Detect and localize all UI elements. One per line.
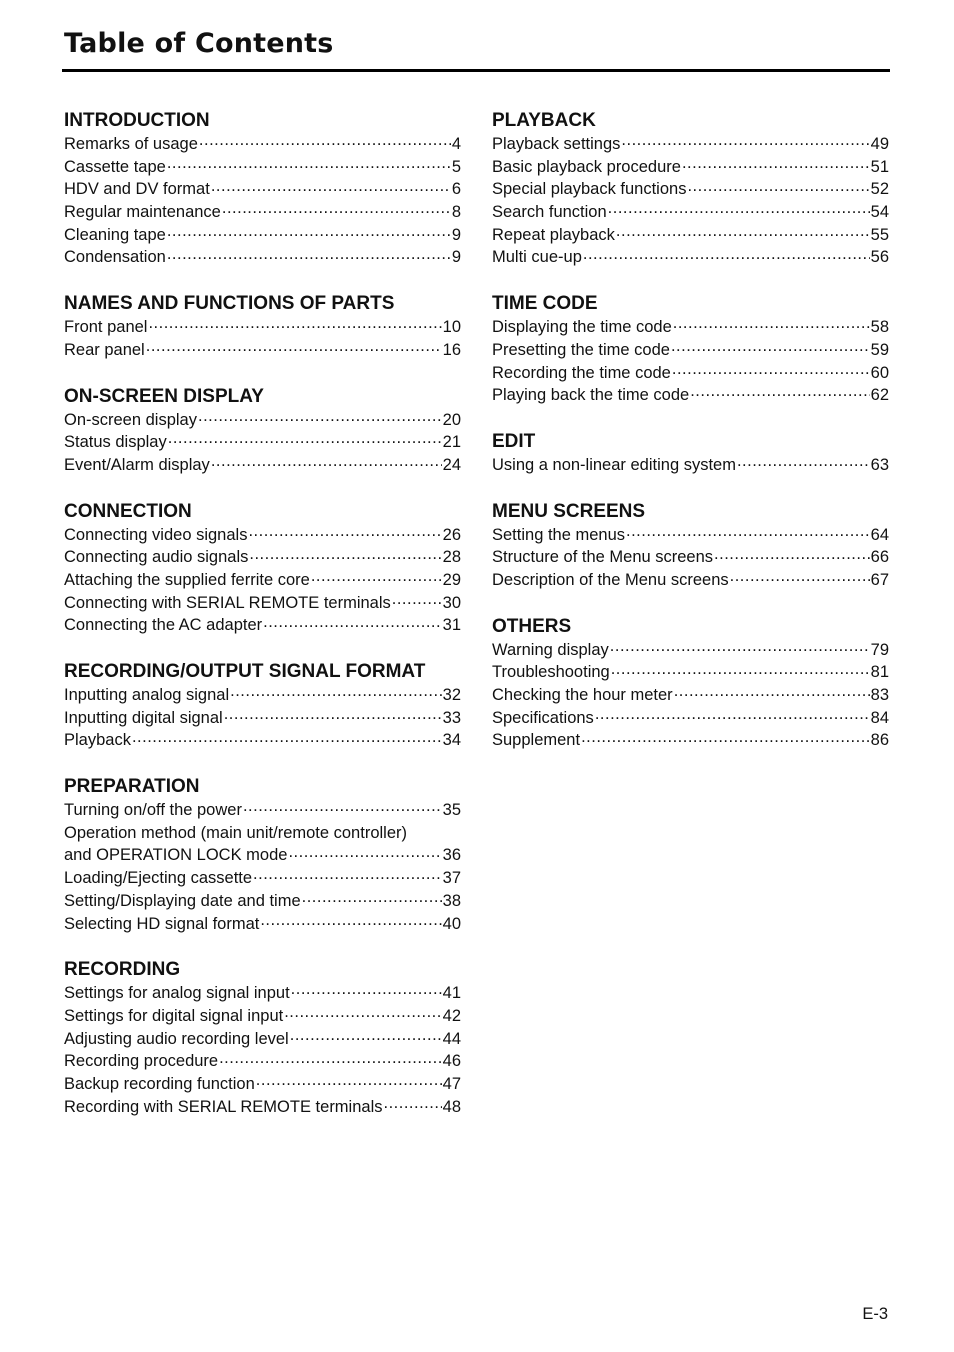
dot-leader	[248, 526, 441, 540]
toc-entry[interactable]	[492, 524, 889, 547]
entry-page-number: 52	[870, 180, 889, 199]
entry-page-number: 8	[451, 203, 461, 222]
entry-label: and OPERATION LOCK mode	[64, 846, 288, 865]
toc-entry[interactable]	[64, 1005, 461, 1028]
entry-page-number: 44	[442, 1029, 461, 1048]
section-heading: OTHERS	[492, 615, 572, 637]
entry-page-number: 24	[442, 455, 461, 474]
toc-section	[492, 614, 889, 752]
toc-entry[interactable]	[492, 133, 889, 156]
dot-leader	[222, 203, 451, 217]
entry-label: Setting the menus	[492, 525, 625, 544]
entry-page-number: 62	[870, 386, 889, 405]
entry-label: Playback	[64, 731, 131, 750]
entry-label: Checking the hour meter	[492, 686, 673, 704]
toc-entry[interactable]	[64, 569, 461, 592]
entry-label: Connecting video signals	[64, 525, 248, 544]
entry-page-number: 16	[442, 340, 461, 359]
dot-leader	[682, 158, 870, 172]
entry-label: Recording procedure	[64, 1052, 219, 1071]
toc-entry[interactable]	[64, 409, 461, 432]
toc-entry[interactable]	[64, 224, 461, 247]
dot-leader	[673, 318, 870, 332]
toc-section	[64, 108, 461, 269]
toc-entry[interactable]	[64, 431, 461, 454]
dot-leader	[714, 548, 870, 562]
dot-leader	[672, 364, 870, 378]
entry-page-number: 47	[442, 1074, 461, 1093]
dot-leader	[583, 248, 870, 262]
entry-label: Special playback functions	[492, 180, 687, 199]
toc-entry[interactable]	[64, 982, 461, 1005]
entry-page-number: 55	[870, 225, 889, 244]
toc-entry[interactable]	[492, 178, 889, 201]
toc-entry[interactable]	[64, 546, 461, 569]
entry-label: Connecting with SERIAL REMOTE terminals	[64, 593, 391, 612]
entry-label: Cleaning tape	[64, 225, 166, 244]
dot-leader	[253, 869, 442, 883]
entry-label: Troubleshooting	[492, 663, 610, 682]
toc-entry[interactable]	[64, 246, 461, 269]
toc-section	[64, 957, 461, 1118]
dot-leader	[199, 135, 451, 149]
entry-label: Event/Alarm display	[64, 455, 210, 474]
toc-section	[492, 499, 889, 592]
toc-entry[interactable]	[64, 592, 461, 615]
section-heading: RECORDING	[64, 959, 181, 981]
toc-entry[interactable]	[64, 178, 461, 201]
dot-leader	[687, 180, 869, 194]
entry-page-number: 29	[442, 570, 461, 589]
entry-label: HDV and DV format	[64, 180, 210, 199]
entry-label: Backup recording function	[64, 1074, 255, 1093]
dot-leader	[168, 433, 442, 447]
entry-page-number: 26	[442, 525, 461, 544]
section-heading: PREPARATION	[64, 776, 200, 798]
toc-entry[interactable]	[64, 822, 461, 845]
toc-entry[interactable]	[64, 1073, 461, 1096]
toc-entry[interactable]	[64, 454, 461, 477]
entry-page-number: 63	[870, 455, 889, 474]
toc-entry[interactable]	[492, 201, 889, 224]
entry-label: Supplement	[492, 731, 581, 750]
entry-label: Inputting analog signal	[64, 686, 230, 704]
dot-leader	[384, 1098, 442, 1112]
toc-entry[interactable]	[492, 454, 889, 477]
section-heading: NAMES AND FUNCTIONS OF PARTS	[64, 293, 395, 315]
toc-entry[interactable]	[64, 890, 461, 913]
toc-section	[492, 429, 889, 477]
entry-page-number: 9	[451, 225, 461, 244]
dot-leader	[167, 248, 451, 262]
entry-label: Using a non-linear editing system	[492, 455, 736, 474]
dot-leader	[243, 801, 442, 815]
dot-leader	[581, 731, 870, 745]
section-heading: ON-SCREEN DISPLAY	[64, 385, 264, 407]
toc-section	[64, 659, 461, 752]
entry-page-number: 33	[442, 708, 461, 727]
toc-entry[interactable]	[492, 546, 889, 569]
entry-label: Setting/Displaying date and time	[64, 891, 301, 910]
entry-label: Recording with SERIAL REMOTE terminals	[64, 1097, 383, 1116]
entry-page-number: 66	[870, 548, 889, 567]
entry-page-number: 86	[870, 731, 889, 750]
entry-label: Loading/Ejecting cassette	[64, 869, 253, 888]
toc-entry[interactable]	[492, 384, 889, 407]
entry-label: Multi cue-up	[492, 248, 582, 267]
entry-page-number: 49	[870, 135, 889, 153]
entry-page-number: 31	[442, 616, 461, 635]
toc-right-column	[492, 108, 889, 774]
dot-leader	[167, 158, 451, 172]
entry-label: Selecting HD signal format	[64, 914, 260, 933]
dot-leader	[224, 709, 442, 723]
dot-leader	[291, 984, 442, 998]
entry-label: Status display	[64, 433, 167, 452]
dot-leader	[737, 456, 870, 470]
dot-leader	[249, 548, 441, 562]
toc-entry[interactable]	[492, 362, 889, 385]
entry-page-number: 34	[442, 731, 461, 750]
entry-label: Rear panel	[64, 340, 145, 359]
toc-entry[interactable]	[64, 614, 461, 637]
dot-leader	[288, 846, 441, 860]
entry-label: Structure of the Menu screens	[492, 548, 714, 567]
toc-entry[interactable]	[64, 844, 461, 867]
entry-label: Remarks of usage	[64, 135, 198, 153]
toc-entry[interactable]	[492, 339, 889, 362]
entry-page-number: 36	[442, 846, 461, 865]
toc-entry[interactable]	[492, 156, 889, 179]
toc-section	[64, 291, 461, 361]
toc-entry[interactable]	[492, 639, 889, 662]
toc-entry[interactable]	[64, 133, 461, 156]
dot-leader	[690, 386, 869, 400]
toc-entry[interactable]	[64, 799, 461, 822]
dot-leader	[671, 341, 870, 355]
dot-leader	[674, 686, 870, 700]
toc-entry[interactable]	[492, 224, 889, 247]
entry-label: Description of the Menu screens	[492, 570, 729, 589]
entry-page-number: 6	[451, 180, 461, 199]
entry-page-number: 51	[870, 157, 889, 176]
dot-leader	[211, 456, 442, 470]
section-heading: EDIT	[492, 430, 536, 452]
entry-page-number: 9	[451, 248, 461, 267]
entry-page-number: 41	[442, 984, 461, 1003]
toc-section	[64, 499, 461, 637]
entry-page-number: 83	[870, 686, 889, 704]
entry-page-number: 5	[451, 157, 461, 176]
entry-page-number: 81	[870, 663, 889, 682]
entry-page-number: 37	[442, 869, 461, 888]
entry-label: Connecting audio signals	[64, 548, 249, 567]
entry-label: Settings for digital signal input	[64, 1006, 284, 1025]
section-heading: RECORDING/OUTPUT SIGNAL FORMAT	[64, 661, 426, 682]
toc-entry[interactable]	[64, 913, 461, 936]
dot-leader	[146, 341, 442, 355]
toc-entry[interactable]	[64, 316, 461, 339]
entry-label: Regular maintenance	[64, 203, 221, 222]
entry-label: Search function	[492, 203, 607, 222]
entry-page-number: 32	[442, 686, 461, 704]
entry-page-number: 46	[442, 1052, 461, 1071]
toc-section	[64, 384, 461, 477]
entry-label: Cassette tape	[64, 157, 166, 176]
entry-page-number: 30	[442, 593, 461, 612]
toc-section	[492, 291, 889, 407]
entry-page-number: 10	[442, 318, 461, 337]
dot-leader	[256, 1075, 442, 1089]
entry-label: Adjusting audio recording level	[64, 1029, 289, 1048]
dot-leader	[302, 892, 442, 906]
entry-page-number: 54	[870, 203, 889, 222]
entry-page-number: 64	[870, 525, 889, 544]
dot-leader	[230, 686, 442, 700]
entry-label: Warning display	[492, 640, 609, 659]
entry-page-number: 28	[442, 548, 461, 567]
entry-page-number: 21	[442, 433, 461, 452]
toc-entry[interactable]	[492, 707, 889, 730]
dot-leader	[608, 203, 870, 217]
entry-page-number: 56	[870, 248, 889, 267]
dot-leader	[616, 226, 870, 240]
entry-label: On-screen display	[64, 410, 197, 429]
entry-label: Front panel	[64, 318, 148, 337]
entry-page-number: 38	[442, 891, 461, 910]
entry-page-number: 42	[442, 1006, 461, 1025]
toc-entry[interactable]	[64, 1096, 461, 1119]
toc-entry[interactable]	[64, 707, 461, 730]
dot-leader	[626, 526, 870, 540]
entry-page-number: 84	[870, 708, 889, 727]
entry-page-number: 59	[870, 340, 889, 359]
toc-entry[interactable]	[492, 569, 889, 592]
entry-label: Playing back the time code	[492, 386, 690, 405]
entry-page-number: 79	[870, 640, 889, 659]
entry-page-number: 60	[870, 363, 889, 382]
toc-entry[interactable]	[64, 156, 461, 179]
entry-label: Displaying the time code	[492, 318, 672, 337]
toc-entry[interactable]	[64, 1050, 461, 1073]
entry-label: Inputting digital signal	[64, 708, 223, 727]
toc-entry[interactable]	[492, 661, 889, 684]
toc-entry[interactable]	[64, 339, 461, 362]
dot-leader	[621, 135, 869, 149]
entry-label: Specifications	[492, 708, 594, 727]
dot-leader	[219, 1052, 442, 1066]
toc-left-column	[64, 108, 461, 1140]
page-number: E-3	[862, 1305, 888, 1323]
entry-page-number: 4	[451, 135, 461, 153]
toc-entry[interactable]	[492, 684, 889, 707]
entry-page-number: 40	[442, 914, 461, 933]
dot-leader	[730, 571, 870, 585]
title-rule	[62, 69, 890, 72]
section-heading: PLAYBACK	[492, 110, 596, 131]
entry-page-number: 67	[870, 570, 889, 589]
toc-entry[interactable]	[64, 1028, 461, 1051]
dot-leader	[263, 616, 442, 630]
entry-label: Playback settings	[492, 135, 621, 153]
section-heading: CONNECTION	[64, 500, 192, 522]
section-heading: INTRODUCTION	[64, 110, 210, 131]
toc-entry[interactable]	[492, 246, 889, 269]
dot-leader	[132, 731, 442, 745]
entry-label: Recording the time code	[492, 363, 671, 382]
dot-leader	[610, 641, 870, 655]
dot-leader	[148, 318, 441, 332]
dot-leader	[284, 1007, 441, 1021]
page-title: Table of Contents	[64, 28, 334, 59]
entry-label: Repeat playback	[492, 225, 615, 244]
dot-leader	[290, 1030, 442, 1044]
toc-section	[64, 774, 461, 935]
toc-entry[interactable]	[64, 867, 461, 890]
entry-label: Basic playback procedure	[492, 157, 681, 176]
entry-label: Turning on/off the power	[64, 801, 242, 820]
entry-page-number: 58	[870, 318, 889, 337]
dot-leader	[392, 594, 442, 608]
toc-entry[interactable]	[64, 524, 461, 547]
dot-leader	[198, 411, 442, 425]
toc-section	[492, 108, 889, 269]
dot-leader	[260, 915, 441, 929]
toc-entry[interactable]	[64, 201, 461, 224]
entry-label: Attaching the supplied ferrite core	[64, 570, 310, 589]
section-heading: MENU SCREENS	[492, 500, 646, 522]
dot-leader	[211, 180, 451, 194]
entry-label: Presetting the time code	[492, 340, 670, 359]
toc-entry[interactable]	[64, 684, 461, 707]
toc-entry[interactable]	[492, 316, 889, 339]
toc-entry[interactable]	[64, 729, 461, 752]
toc-entry[interactable]	[492, 729, 889, 752]
entry-label: Operation method (main unit/remote controller)	[64, 823, 407, 842]
entry-page-number: 48	[442, 1097, 461, 1116]
dot-leader	[311, 571, 442, 585]
dot-leader	[611, 663, 870, 677]
entry-label: Condensation	[64, 248, 166, 267]
entry-page-number: 20	[442, 410, 461, 429]
entry-page-number: 35	[442, 801, 461, 820]
entry-label: Settings for analog signal input	[64, 984, 290, 1003]
section-heading: TIME CODE	[492, 293, 598, 315]
dot-leader	[595, 709, 870, 723]
dot-leader	[167, 226, 451, 240]
entry-label: Connecting the AC adapter	[64, 616, 263, 635]
